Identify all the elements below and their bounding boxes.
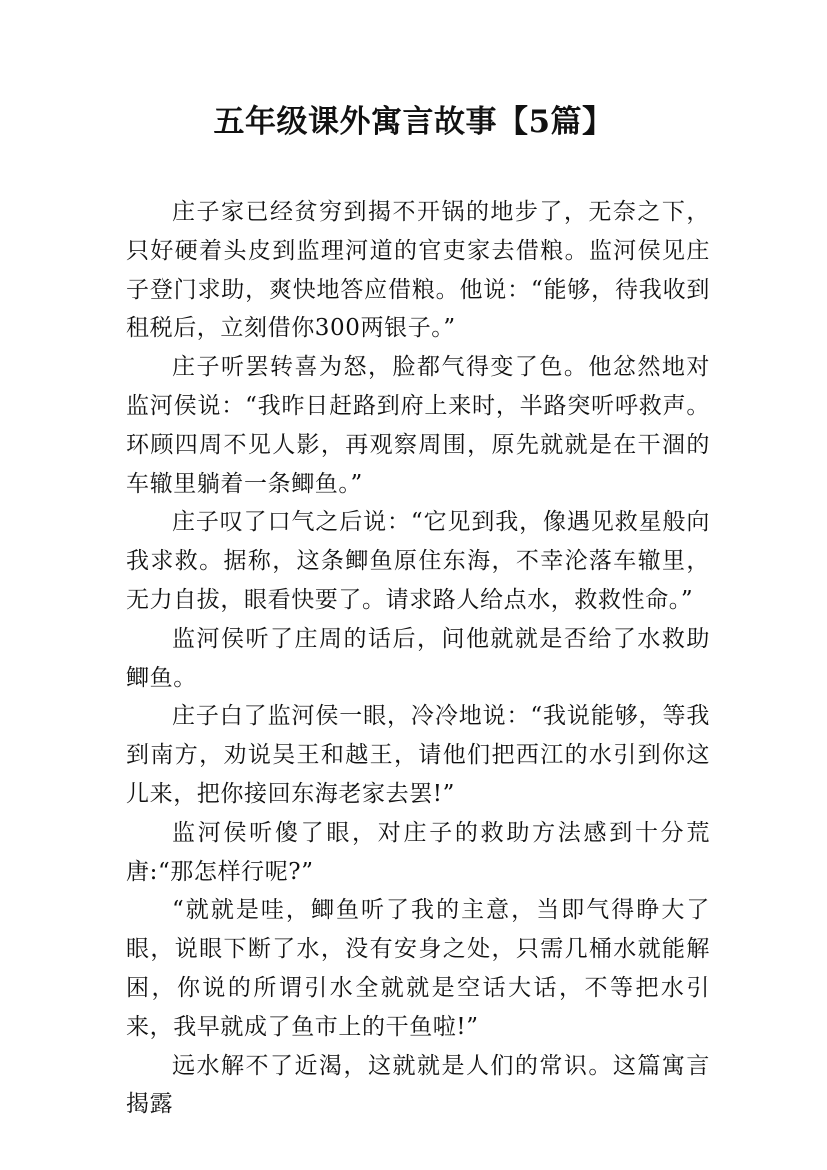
document-title: 五年级课外寓言故事【5篇】 xyxy=(213,104,614,140)
paragraph: 监河侯听了庄周的话后，问他就就是否给了水救助鲫鱼。 xyxy=(126,625,710,691)
paragraph: 庄子叹了口气之后说：“它见到我，像遇见救星般向我求救。据称，这条鲫鱼原住东海，不幸沦落车辙里，无力自拔，眼看快要了。请求路人给点水，救救性命。” xyxy=(126,509,710,613)
paragraph: 庄子家已经贫穷到揭不开锅的地步了，无奈之下，只好硬着头皮到监理河道的官吏家去借粮。监河侯见庄子登门求助，爽快地答应借粮。他说：“能够，待我收到租税后，立刻借你300两银子。” xyxy=(126,199,710,342)
paragraph: 监河侯听傻了眼，对庄子的救助方法感到十分荒唐:“那怎样行呢?” xyxy=(126,819,710,885)
paragraph: 庄子听罢转喜为怒，脸都气得变了色。他忿然地对监河侯说：“我昨日赶路到府上来时，半路突听呼救声。环顾四周不见人影，再观察周围，原先就就是在干涸的车辙里躺着一条鲫鱼。” xyxy=(126,354,710,497)
paragraph: “就就是哇，鲫鱼听了我的主意，当即气得睁大了眼，说眼下断了水，没有安身之处，只需几桶水就能解困，你说的所谓引水全就就是空话大话，不等把水引来，我早就成了鱼市上的干鱼啦!” xyxy=(126,897,710,1040)
document-body xyxy=(126,193,710,1124)
paragraph: 庄子白了监河侯一眼，冷冷地说：“我说能够，等我到南方，劝说吴王和越王，请他们把西江的水引到你这儿来，把你接回东海老家去罢!” xyxy=(126,703,710,807)
paragraph: 远水解不了近渴，这就就是人们的常识。这篇寓言揭露 xyxy=(126,1052,710,1118)
